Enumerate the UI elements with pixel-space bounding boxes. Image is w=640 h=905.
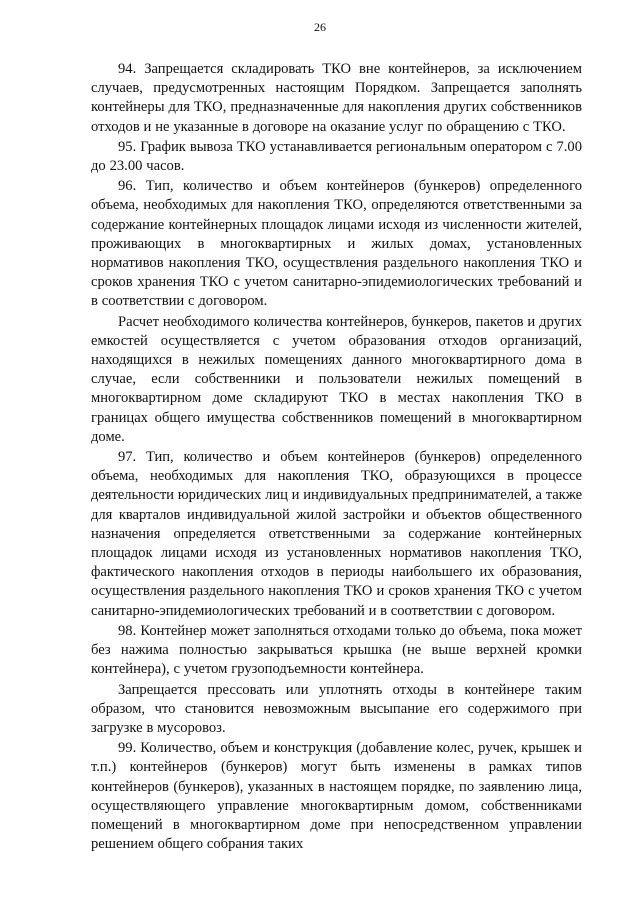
paragraph-97: 97. Тип, количество и объем контейнеров (бункеров) определенного объема, необходимых для накопления ТКО, образующихся в процессе деятельности юридических лиц и индивидуальных предпринимателей, а также для кварталов индивидуальной жилой застройки и объектов общественного назначения определяется ответственными за содержание контейнерных площадок лицами исходя из установленных нормативов накопления ТКО, фактического накопления отходов в периоды наибольшего их образования, осуществления раздельного накопления ТКО и сроков хранения ТКО с учетом санитарно-эпидемиологических требований и в соответствии с договором.	[91, 449, 582, 619]
paragraph-96: 96. Тип, количество и объем контейнеров (бункеров) определенного объема, необходимых для накопления ТКО, определяются ответственными за содержание контейнерных площадок лицами исходя из численности жителей, проживающих в многоквартирных и жилых домах, установленных нормативов накопления ТКО, осуществления раздельного накопления ТКО и сроков хранения ТКО с учетом санитарно-эпидемиологических требований и в соответствии с договором.	[91, 178, 582, 310]
paragraph-98: 98. Контейнер может заполняться отходами только до объема, пока может без нажима полностью закрываться крышка (не выше верхней кромки контейнера), с учетом грузоподъемности контейнера.	[91, 622, 582, 678]
page-number: 26	[314, 20, 326, 34]
document-body	[91, 60, 582, 855]
paragraph-96-calculation: Расчет необходимого количества контейнеров, бункеров, пакетов и других емкостей осуществляется с учетом образования отходов организаций, находящихся в нежилых помещениях данного многоквартирного дома в случае, если собственники и пользователи нежилых помещений в многоквартирном доме складируют ТКО в местах накопления ТКО в границах общего имущества собственников помещений в многоквартирном доме.	[91, 313, 582, 445]
paragraph-94: 94. Запрещается складировать ТКО вне контейнеров, за исключением случаев, предусмотренных настоящим Порядком. Запрещается заполнять контейнеры для ТКО, предназначенные для накопления других собственников отходов и не указанные в договоре на оказание услуг по обращению с ТКО.	[91, 61, 582, 135]
paragraph-98-compaction: Запрещается прессовать или уплотнять отходы в контейнере таким образом, что становится невозможным высыпание его содержимого при загрузке в мусоровоз.	[91, 681, 582, 736]
paragraph-95: 95. График вывоза ТКО устанавливается региональным оператором с 7.00 до 23.00 часов.	[91, 138, 582, 175]
paragraph-99: 99. Количество, объем и конструкция (добавление колес, ручек, крышек и т.п.) контейнеров (бункеров) могут быть изменены в рамках типов контейнеров (бункеров), указанных в настоящем порядке, по заявлению лица, осуществляющего управление многоквартирным домом, собственниками помещений в многоквартирном доме при непосредственном управлении решением общего собрания таких	[91, 740, 582, 853]
